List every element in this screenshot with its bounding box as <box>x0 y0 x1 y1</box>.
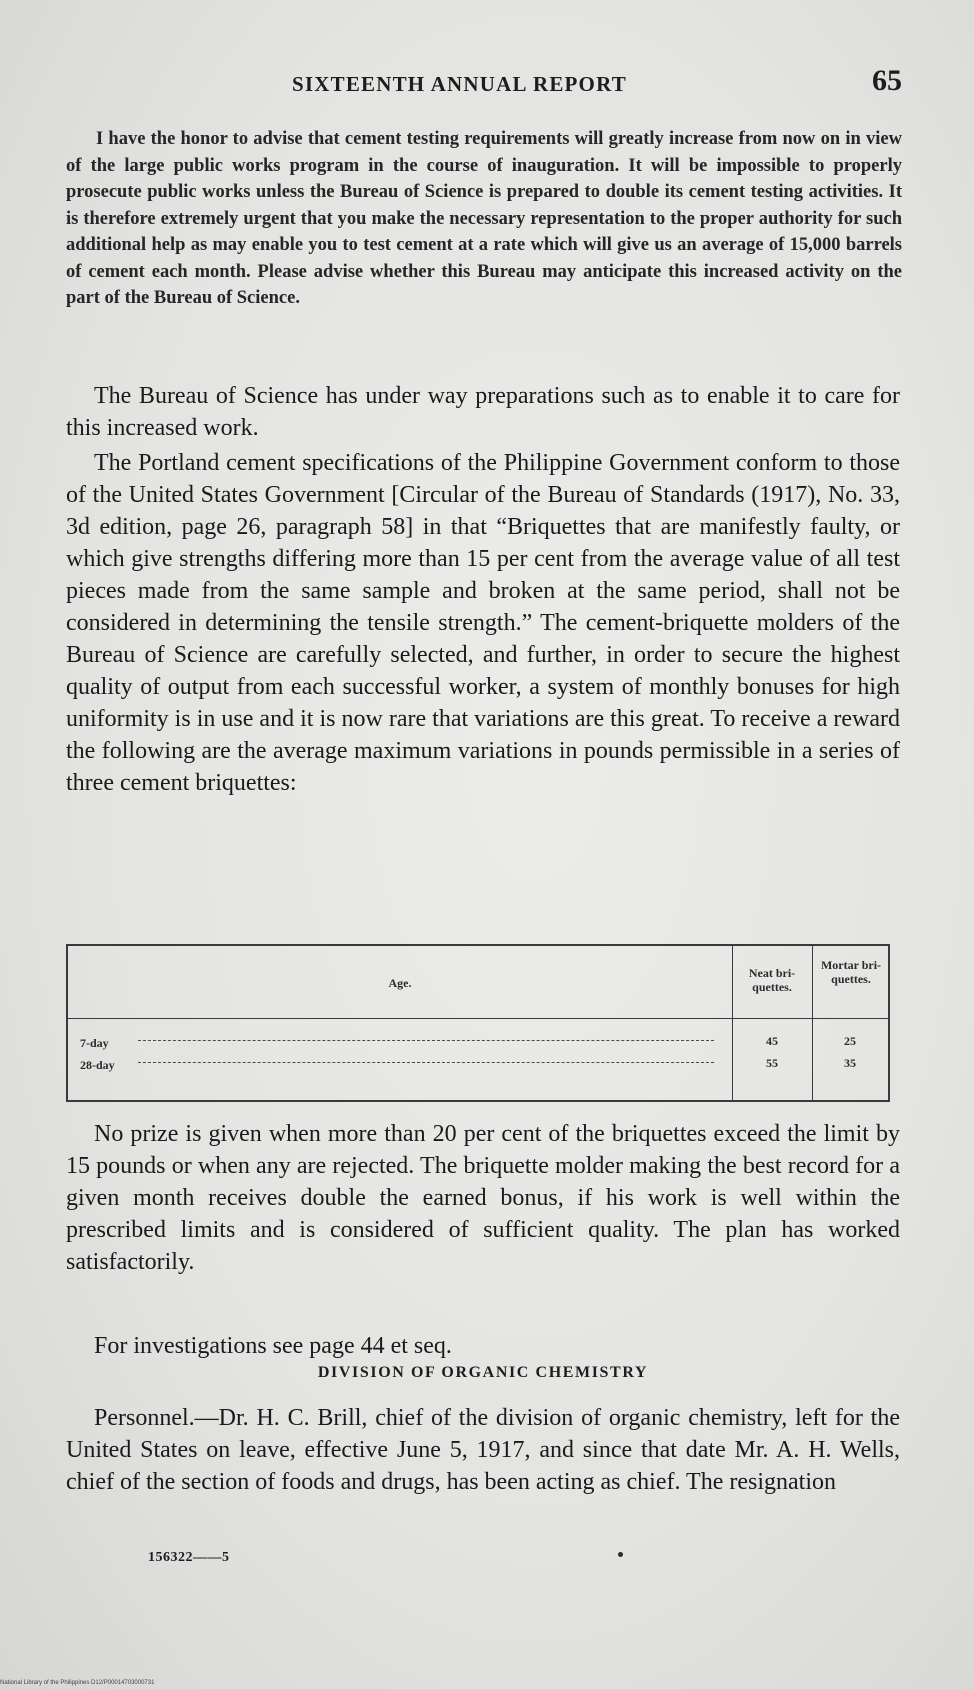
table-header-rule <box>68 1018 888 1019</box>
column-header-neat: Neat bri- quettes. <box>748 966 796 994</box>
quoted-letter-paragraph: I have the honor to advise that cement testing requirements will greatly increase from now on in view of the large public works program in the course of inauguration. It will be impossible to properly prosecute public works unless the Bureau of Science is prepared to double its cement testing activities. It is therefore extremely urgent that you make the necessary representation to the proper authority for such additional help as may enable you to test cement at a rate which will give us an average of 15,000 barrels of cement each month. Please advise whether this Bureau may anticipate this increased activity on the part of the Bureau of Science. <box>66 129 902 308</box>
scan-credit: National Library of the Philippines D12/P00014703000731 <box>0 1680 155 1686</box>
paragraph-prize-rules: No prize is given when more than 20 per cent of the briquettes exceed the limit by 15 pounds or when any are rejected. The briquette molder making the best record for a given month receives double the earned bonus, if his work is well within the prescribed limits and is considered of sufficient quality. The plan has worked satisfactorily. <box>66 1121 900 1275</box>
dot-leader <box>138 1062 714 1063</box>
paragraph-investigations: For investigations see page 44 et seq. <box>94 1333 452 1359</box>
column-header-age: Age. <box>388 976 412 990</box>
row-age-label: 7-day <box>80 1036 109 1050</box>
section-heading: DIVISION OF ORGANIC CHEMISTRY <box>317 1364 649 1381</box>
cell-neat-value: 45 <box>766 1034 778 1048</box>
cell-mortar-value: 25 <box>844 1034 856 1048</box>
page-number: 65 <box>872 64 902 97</box>
dot-leader <box>138 1040 714 1041</box>
printer-signature-code: 156322——5 <box>148 1550 230 1565</box>
table-divider <box>812 946 813 1100</box>
report-title: SIXTEENTH ANNUAL REPORT <box>292 72 627 96</box>
cell-neat-value: 55 <box>766 1056 778 1070</box>
paragraph-specifications: The Portland cement specifications of the Philippine Government conform to those of the United States Government [Circular of the Bureau of Standards (1917), No. 33, 3d edition, page 26, paragraph 58] in that “Briquettes that are manifestly faulty, or which give strengths differing more than 15 per cent from the average value of all test pieces made from the same sample and broken at the same period, shall not be considered in determining the tensile strength.” The cement-briquette molders of the Bureau of Science are carefully selected, and further, in order to secure the highest quality of output from each successful worker, a system of monthly bonuses for high uniformity is in use and it is now rare that variations are this great. To receive a reward the following are the average maximum variations in pounds permissible in a series of three cement briquettes: <box>66 450 900 796</box>
cell-mortar-value: 35 <box>844 1056 856 1070</box>
row-age-label: 28-day <box>80 1058 115 1072</box>
paragraph-preparations: The Bureau of Science has under way preparations such as to enable it to care for this increased work. <box>66 383 900 441</box>
running-header <box>96 64 902 108</box>
table-divider <box>732 946 733 1100</box>
print-speck <box>618 1552 623 1557</box>
column-header-mortar: Mortar bri- quettes. <box>820 958 882 986</box>
briquette-variation-table <box>66 944 890 1102</box>
paragraph-personnel: Personnel.—Dr. H. C. Brill, chief of the division of organic chemistry, left for the United States on leave, effective June 5, 1917, and since that date Mr. A. H. Wells, chief of the section of foods and drugs, has been acting as chief. The resignation <box>66 1405 900 1495</box>
